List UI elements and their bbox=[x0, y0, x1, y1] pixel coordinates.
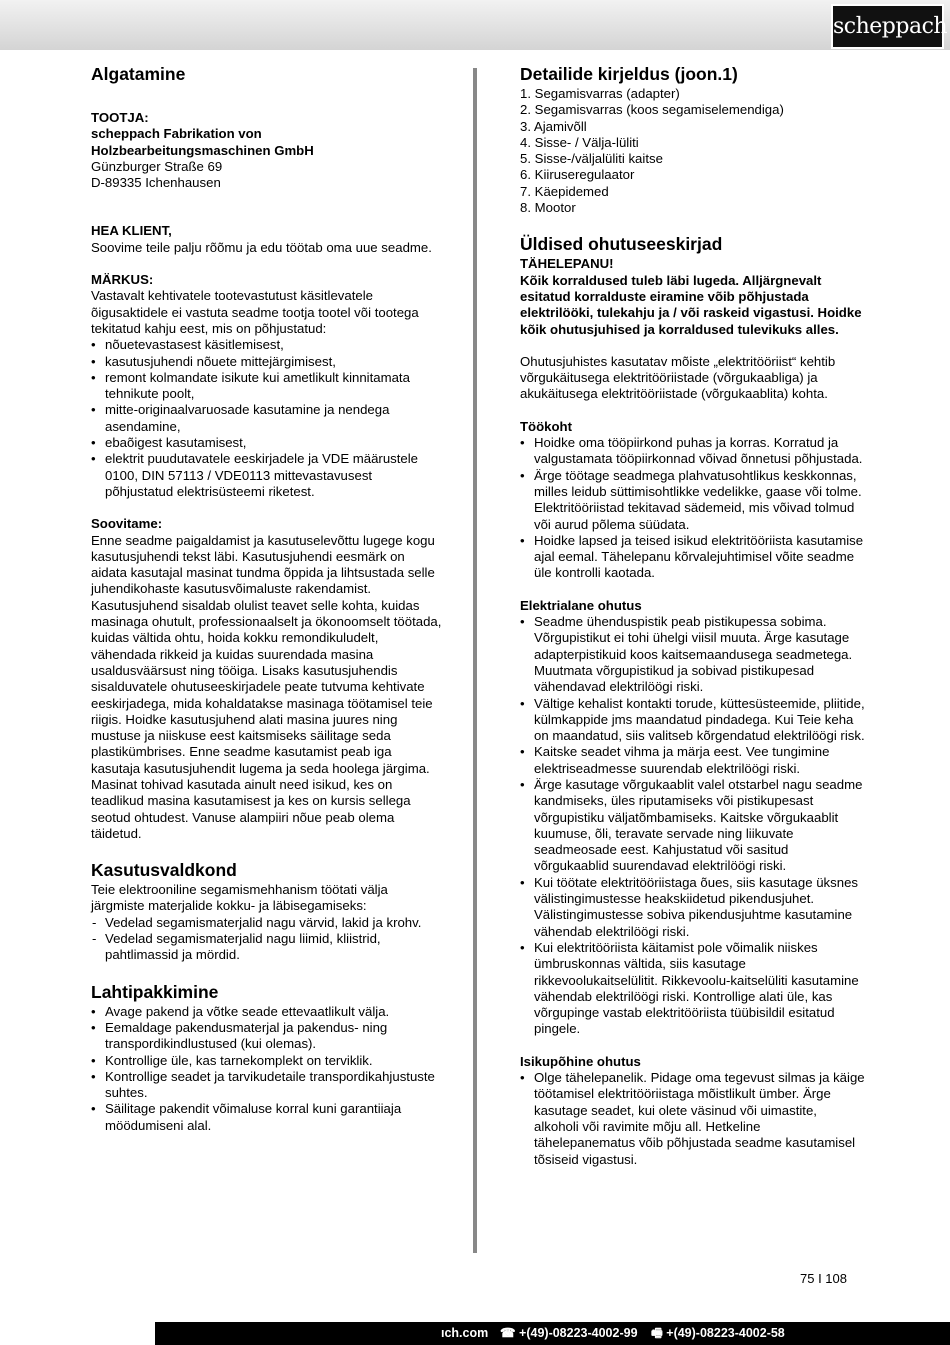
warning-text: Kõik korraldused tuleb läbi lugeda. Alljärgnevalt esitatud korralduste eiramine võib põhjustada elektrilööki, tulekahju ja / või raskeid vigastusi. Hoidke kõik ohutusjuhised ja korraldused tulevikuks alles. bbox=[520, 272, 862, 337]
note-label: MÄRKUS: bbox=[91, 272, 154, 288]
list-item: 5. Sisse-/väljalüliti kaitse bbox=[520, 151, 663, 167]
list-item: • Seadme ühenduspistik peab pistikupessa sobima. Võrgupistikut ei tohi ühelgi viisil muuta. Ärge kasutage adapterpistikuid koos kaitsemaandusega seadmetega. Muutmata võrgupistikud ja sobivad pistikupesad vähendavad elektrilöögi riski. bbox=[520, 614, 865, 695]
recommend-label: Soovitame: bbox=[91, 516, 163, 532]
personal-safety-label: Isikupõhine ohutus bbox=[520, 1053, 641, 1069]
list-item: • remont kolmandate isikute kui ametlikult kinnitamata tehnikute poolt, bbox=[91, 370, 443, 403]
recommend-text-3: teadlikud masina kasutamisest ja kes on kursis sellega seotud ohtudest. Vanuse alampiiri nõue peab olema täidetud. bbox=[91, 793, 411, 841]
client-label: HEA KLIENT, bbox=[91, 223, 172, 239]
unpacking-list bbox=[91, 1004, 443, 1134]
company-name-line1: scheppach Fabrikation von bbox=[91, 126, 262, 142]
website-text[interactable]: ıch.com bbox=[441, 1326, 489, 1340]
usage-list bbox=[91, 915, 443, 964]
list-item: • Kontrollige seadet ja tarvikudetaile transpordikahjustuste suhtes. bbox=[91, 1069, 443, 1102]
list-item: • elektrit puudutavatele eeskirjadele ja VDE määrustele 0100, DIN 57113 / VDE0113 mittevastavusest põhjustatud elektrisüsteemi riketest. bbox=[91, 451, 443, 500]
usage-text: Teie elektrooniline segamismehhanism töötati välja järgmiste materjalide kokku- ja läbisegamiseks: bbox=[91, 882, 388, 914]
list-item: • nõuetevastasest käsitlemisest, bbox=[91, 337, 443, 353]
heading-kasutusvaldkond: Kasutusvaldkond bbox=[91, 860, 237, 881]
footer-bar bbox=[155, 1322, 950, 1345]
manufacturer-label: TOOTJA: bbox=[91, 110, 149, 125]
list-item: 6. Kiiruseregulaator bbox=[520, 167, 635, 183]
recommend-text-2: sisalduvatele ohutuseeskirjadele peate tutvuma kehtivate eeskirjadega, mida kohaldatakse masinaga töötamisel teie riigis. Hoidke kasutusjuhend alati masina juures ning mustuse ja niiskuse eest kaitsmiseks säilitage seda plastikümbrises. Enne seadme kasutamist peab iga kasutaja kasutusjuhendit lugema ja seda hoolega järgima. Masinat tohivad kasutada ainult need isikud, kes on bbox=[91, 679, 433, 792]
list-item: • Kaitske seadet vihma ja märja eest. Vee tungimine elektriseadmesse suurendab elektrilöögi riski. bbox=[520, 744, 865, 777]
workplace-list bbox=[520, 435, 865, 582]
list-item: 8. Mootor bbox=[520, 200, 576, 216]
personal-safety-list bbox=[520, 1070, 865, 1168]
workplace-label: Töökoht bbox=[520, 418, 573, 434]
attention-label: TÄHELEPANU! bbox=[520, 256, 614, 272]
list-item: • Hoidke oma tööpiirkond puhas ja korras. Korratud ja valgustamata tööpiirkonnad võivad õnnetusi põhjustada. bbox=[520, 435, 865, 468]
liability-list bbox=[91, 337, 443, 500]
list-item: • Hoidke lapsed ja teised isikud elektritööriista kasutamise ajal eemal. Tähelepanu kõrvalejuhtimisel võite seadme üle kontrolli kaotada. bbox=[520, 533, 865, 582]
list-item: • Ärge töötage seadmega plahvatusohtlikus keskkonnas, milles leidub süttimisohtlikke vedelikke, gaase või tolme. Elektritööriistad tekitavad sädemeid, mis võivad tolmud või aurud põlema süüdata. bbox=[520, 468, 865, 533]
list-item: • kasutusjuhendi nõuete mittejärgimisest, bbox=[91, 354, 443, 370]
header-bar bbox=[0, 0, 950, 50]
list-item: • Kui töötate elektritööriistaga õues, siis kasutage üksnes välistingimustesse heakskiidetud pikendusjuhet. Välistingimustesse sobiva pikendusjuhtme kasutamine vähendab elektrilöögi riski. bbox=[520, 875, 865, 940]
client-text: Soovime teile palju rõõmu ja edu töötab oma uue seadme. bbox=[91, 239, 432, 255]
company-street: Günzburger Straße 69 bbox=[91, 158, 223, 174]
fax-text: 🖷 +(49)-08223-4002-58 bbox=[651, 1326, 785, 1340]
list-item: • Säilitage pakendit võimaluse korral kuni garantiiaja möödumiseni alal. bbox=[91, 1101, 443, 1134]
list-item: 1. Segamisvarras (adapter) bbox=[520, 86, 680, 101]
list-item: • Avage pakend ja võtke seade ettevaatlikult välja. bbox=[91, 1004, 443, 1020]
recommend-text-1: Enne seadme paigaldamist ja kasutuselevõttu lugege kogu kasutusjuhendi tekst läbi. Kasutusjuhendi eesmärk on aidata kasutajal masinat tundma õppida ja lihtsustada selle juhendikohaste kasutusvõimaluste rakendamist. Kasutusjuhend sisaldab olulist teavet selle kohta, kuidas masinaga ohutult, professionaalselt ja ökonoomselt töötada, kuidas vältida ohtu, hoida kokku remondikuludelt, vähendada rikkeid ja kuidas suurendada masina usaldusväärsust ning tööiga. Lisaks kasutusjuhendis bbox=[91, 532, 442, 678]
heading-uldised: Üldised ohutuseeskirjad bbox=[520, 234, 723, 255]
electrical-safety-label: Elektrialane ohutus bbox=[520, 597, 642, 613]
left-column bbox=[91, 62, 443, 1134]
company-city: D-89335 Ichenhausen bbox=[91, 175, 221, 191]
list-item: 3. Ajamivõll bbox=[520, 118, 587, 134]
list-item: • Olge tähelepanelik. Pidage oma tegevust silmas ja käige töötamisel elektritööriistaga mõistlikult ümber. Ärge kasutage seadet, kui olete väsinud või uimastite, alkoholi või ravimite mõju all. Hetkeline tähelepanematus võib põhjustada seadme kasutamisel tõsiseid vigastusi. bbox=[520, 1070, 865, 1168]
list-item: - Vedelad segamismaterjalid nagu värvid, lakid ja krohv. bbox=[91, 915, 443, 931]
page-number: 75 I 108 bbox=[800, 1271, 847, 1286]
list-item: • mitte-originaalvaruosade kasutamine ja nendega asendamine, bbox=[91, 402, 443, 435]
list-item: • Kontrollige üle, kas tarnekomplekt on terviklik. bbox=[91, 1053, 443, 1069]
parts-list bbox=[520, 86, 865, 216]
list-item: - Vedelad segamismaterjalid nagu liimid, kliistrid, pahtlimassid ja mördid. bbox=[91, 931, 443, 964]
list-item: • Kui elektritööriista käitamist pole võimalik niiskes ümbruskonnas vältida, siis kasutage rikkevoolukaitselülitit. Rikkevoolu-kaitselüliti kasutamine vähendab elektrilöögi riski. Kontrollige alati üle, kas võrgupinge vastab elektritööriista tüübisildil esitatud pingele. bbox=[520, 940, 865, 1038]
list-item: • Vältige kehalist kontakti torude, küttesüsteemide, pliitide, külmkappide jms maandatud pindadega. Kui Teie keha on maandatud, siis valitseb kõrgendatud elektrilöögi risk. bbox=[520, 696, 865, 745]
list-item: 7. Käepidemed bbox=[520, 183, 609, 199]
list-item: 2. Segamisvarras (koos segamiselemendiga) bbox=[520, 102, 784, 118]
term-text: Ohutusjuhistes kasutatav mõiste „elektritööriist“ kehtib võrgukäitusega elektritööriistade (võrgukaabliga) ja akukäitusega elektritööriistade (võrgukaablita) kohta. bbox=[520, 353, 836, 402]
column-divider bbox=[473, 68, 477, 1253]
heading-algatamine: Algatamine bbox=[91, 64, 186, 84]
right-column bbox=[520, 62, 865, 1168]
list-item: • Eemaldage pakendusmaterjal ja pakendus- ning transpordikindlustused (kui olemas). bbox=[91, 1020, 443, 1053]
heading-detailide: Detailide kirjeldus (joon.1) bbox=[520, 64, 738, 84]
electrical-safety-list bbox=[520, 614, 865, 1038]
phone-text: ☎ +(49)-08223-4002-99 bbox=[500, 1326, 638, 1340]
heading-lahtipakkimine: Lahtipakkimine bbox=[91, 981, 219, 1002]
company-name-line2: Holzbearbeitungsmaschinen GmbH bbox=[91, 142, 314, 158]
list-item: • Ärge kasutage võrgukaablit valel otstarbel nagu seadme kandmiseks, üles riputamiseks või pistikupesast võrgupistiku väljatõmbamiseks. Kaitske võrgukaablit kuumuse, õli, teravate servade ning liikuvate seadmeosade eest. Kahjustatud või sasitud võrgukaablid suurendavad elektrilöögi riski. bbox=[520, 777, 865, 875]
list-item: 4. Sisse- / Välja-lüliti bbox=[520, 134, 639, 150]
list-item: • ebaõigest kasutamisest, bbox=[91, 435, 443, 451]
scheppach-logo: scheppach bbox=[831, 4, 944, 49]
note-text: Vastavalt kehtivatele tootevastutust käsitlevatele õigusaktidele ei vastuta seadme tootja tootel või tootega tekitatud kahju eest, mis on põhjustatud: bbox=[91, 288, 419, 336]
